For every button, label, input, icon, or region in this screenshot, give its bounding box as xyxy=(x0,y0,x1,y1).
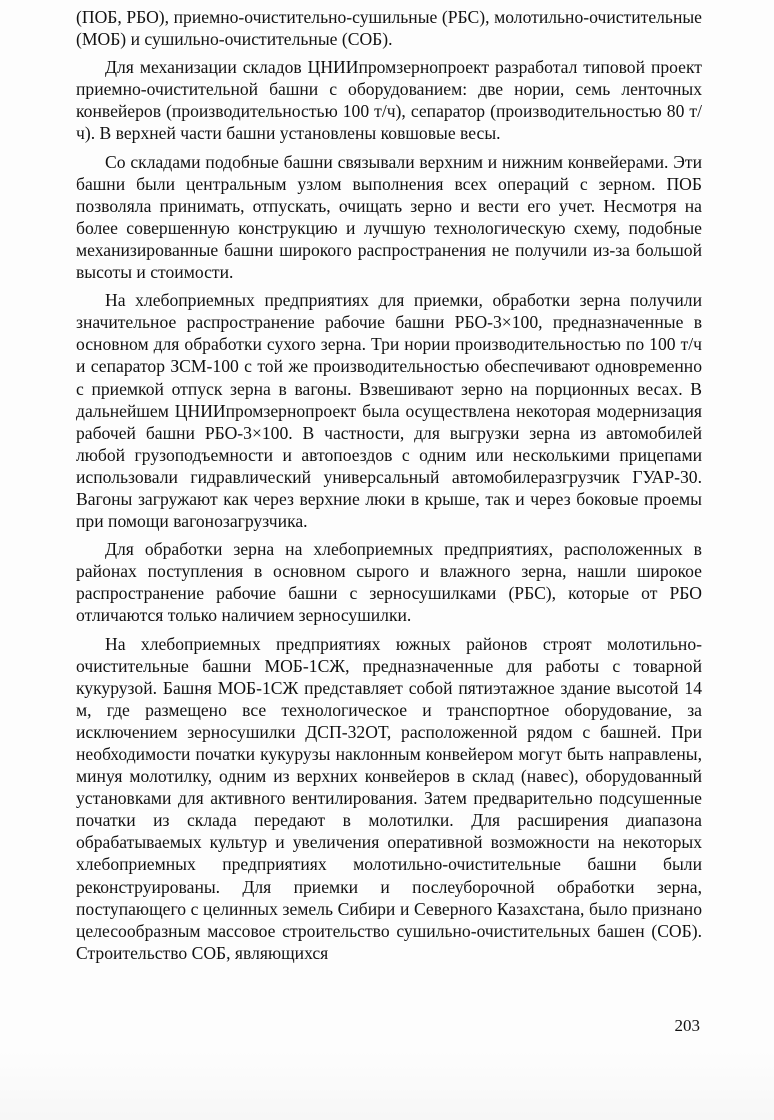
body-text xyxy=(76,6,702,970)
paragraph-2: Для механизации складов ЦНИИпромзернопроект разработал типовой проект приемно-очистительной башни с оборудованием: две нории, семь ленточных конвейеров (производительностью 100 т/ч), сепаратор (производительностью 80 т/ч). В верхней части башни установлены ковшовые весы. xyxy=(76,57,702,144)
paragraph-6: На хлебоприемных предприятиях южных районов строят молотильно-очистительные башни МОБ-1СЖ, предназначенные для работы с товарной кукурузой. Башня МОБ-1СЖ представляет собой пятиэтажное здание высотой 14 м, где размещено все технологическое и транспортное оборудование, за исключением зерносушилки ДСП-32ОТ, расположенной рядом с башней. При необходимости початки кукурузы наклонным конвейером могут быть направлены, минуя молотилку, одним из верхних конвейеров в склад (навес), оборудованный установками для активного вентилирования. Затем предварительно подсушенные початки из склада передают в молотилки. Для расширения диапазона обрабатываемых культур и увеличения оперативной возможности на некоторых хлебоприемных предприятиях молотильно-очистительные башни были реконструированы. Для приемки и послеуборочной обработки зерна, поступающего с целинных земель Сибири и Северного Казахстана, было признано целесообразным массовое строительство сушильно-очистительных башен (СОБ). Строительство СОБ, являющихся xyxy=(76,633,702,963)
page-number: 203 xyxy=(674,1016,700,1035)
scan-noise xyxy=(0,1050,774,1120)
paragraph-3: Со складами подобные башни связывали верхним и нижним конвейерами. Эти башни были центральным узлом выполнения всех операций с зерном. ПОБ позволяла принимать, отпускать, очищать зерно и вести его учет. Несмотря на более совершенную конструкцию и лучшую технологическую схему, подобные механизированные башни широкого распространения не получили из-за большой высоты и стоимости. xyxy=(76,151,702,283)
paragraph-4: На хлебоприемных предприятиях для приемки, обработки зерна получили значительное распространение рабочие башни РБО-3×100, предназначенные в основном для обработки сухого зерна. Три нории производительностью по 100 т/ч и сепаратор ЗСМ-100 с той же производительностью обеспечивают одновременно с приемкой отпуск зерна в вагоны. Взвешивают зерно на порционных весах. В дальнейшем ЦНИИпромзернопроект была осуществлена некоторая модернизация рабочей башни РБО-3×100. В частности, для выгрузки зерна из автомобилей любой грузоподъемности и автопоездов с одним или несколькими прицепами использовали гидравлический универсальный автомобилеразгрузчик ГУАР-30. Вагоны загружают как через верхние люки в крыше, так и через боковые проемы при помощи вагонозагрузчика. xyxy=(76,290,702,532)
paragraph-1: (ПОБ, РБО), приемно-очистительно-сушильные (РБС), молотильно-очистительные (МОБ) и сушильно-очистительные (СОБ). xyxy=(76,7,702,50)
paragraph-5: Для обработки зерна на хлебоприемных предприятиях, расположенных в районах поступления в основном сырого и влажного зерна, нашли широкое распространение рабочие башни с зерносушилками (РБС), которые от РБО отличаются только наличием зерносушилки. xyxy=(76,539,702,626)
